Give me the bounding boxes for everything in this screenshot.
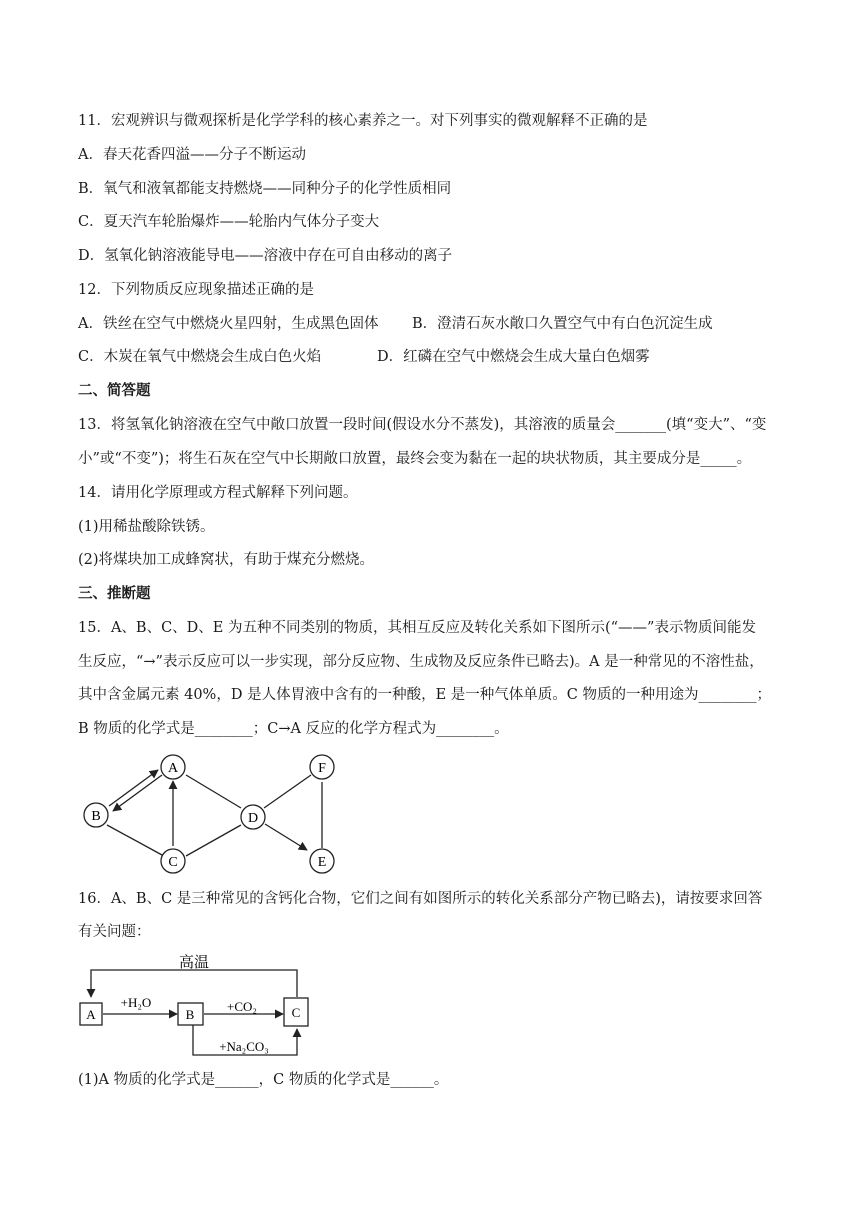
- edge-c-to-a-loop: [91, 970, 297, 997]
- q14-part2: (2)将煤块加工成蜂窝状，有助于煤充分燃烧。: [78, 552, 375, 568]
- q15-line2: 生反应，“→”表示反应可以一步实现，部分反应物、生成物及反应条件已略去)。A 是一种常见的不溶性盐，: [78, 654, 764, 670]
- edge-a-d: [186, 775, 241, 808]
- svg-text:B: B: [91, 809, 101, 824]
- svg-text:B: B: [185, 1007, 195, 1022]
- svg-text:A: A: [167, 761, 179, 776]
- node-e: [310, 849, 334, 873]
- edge-d-f: [264, 775, 311, 808]
- edge-b-to-a: [109, 770, 158, 806]
- q11-option-b: B．氧气和液氧都能支持燃烧——同种分子的化学性质相同: [78, 181, 452, 197]
- q11-option-a: A．春天花香四溢——分子不断运动: [78, 147, 306, 163]
- q12-option-a: A．铁丝在空气中燃烧火星四射，生成黑色固体: [78, 316, 379, 332]
- q12-option-d: D．红磷在空气中燃烧会生成大量白色烟雾: [377, 349, 650, 365]
- section-inference: 三、推断题: [78, 585, 151, 602]
- box-a: [80, 1003, 102, 1025]
- q14-stem: 14．请用化学原理或方程式解释下列问题。: [78, 485, 358, 501]
- svg-text:C: C: [291, 1005, 301, 1020]
- svg-text:F: F: [318, 761, 326, 776]
- label-na2co3: +Na₂CO₃: [219, 1039, 269, 1054]
- q12-option-c: C．木炭在氧气中燃烧会生成白色火焰: [78, 349, 322, 365]
- q16-part1: (1)A 物质的化学式是______，C 物质的化学式是______。: [78, 1072, 449, 1088]
- label-high-temp: 高温: [178, 955, 210, 971]
- q13-line2: 小”或“不变”)；将生石灰在空气中长期敞口放置，最终会变为黏在一起的块状物质，其主要成分是_____。: [78, 451, 752, 467]
- node-c: [161, 849, 185, 873]
- node-a: [161, 755, 185, 779]
- box-b: [178, 1003, 203, 1025]
- q12-stem: 12．下列物质反应现象描述正确的是: [78, 282, 314, 298]
- q11-option-d: D．氢氧化钠溶液能导电——溶液中存在可自由移动的离子: [78, 248, 453, 264]
- svg-text:E: E: [317, 855, 327, 870]
- node-b: [84, 803, 108, 827]
- node-d: [241, 805, 265, 829]
- q15-line3: 其中含金属元素 40%，D 是人体胃液中含有的一种酸，E 是一种气体单质。C 物质的一种用途为________；: [78, 687, 771, 703]
- svg-text:A: A: [86, 1007, 96, 1022]
- q11-option-c: C．夏天汽车轮胎爆炸——轮胎内气体分子变大: [78, 214, 380, 230]
- q15-line1: 15．A、B、C、D、E 为五种不同类别的物质，其相互反应及转化关系如下图所示(“——”表示物质间能发: [78, 620, 756, 636]
- q16-conversion-diagram: [72, 950, 322, 1062]
- box-c: [284, 998, 308, 1026]
- edge-d-to-e: [265, 824, 307, 850]
- q15-line4: B 物质的化学式是________；C→A 反应的化学方程式为________。: [78, 721, 509, 737]
- label-co2: +CO₂: [227, 999, 257, 1014]
- q13-line1: 13．将氢氧化钠溶液在空气中敞口放置一段时间(假设水分不蒸发)，其溶液的质量会_______(填“变大”、“变: [78, 417, 767, 433]
- edge-a-to-b: [113, 775, 162, 811]
- node-f: [310, 755, 334, 779]
- label-h2o: +H₂O: [120, 995, 152, 1010]
- edge-b-c: [107, 825, 162, 855]
- svg-text:D: D: [247, 811, 259, 826]
- q14-part1: (1)用稀盐酸除铁锈。: [78, 519, 215, 535]
- q16-line2: 有关问题：: [78, 924, 151, 940]
- svg-text:C: C: [168, 855, 178, 870]
- section-short-answer: 二、简答题: [78, 382, 151, 399]
- edge-c-d: [186, 825, 241, 856]
- q12-option-b: B．澄清石灰水敞口久置空气中有白色沉淀生成: [412, 316, 713, 332]
- q15-relation-diagram: [70, 748, 360, 880]
- q16-line1: 16．A、B、C 是三种常见的含钙化合物，它们之间有如图所示的转化关系部分产物已略去)，请按要求回答: [78, 891, 763, 907]
- q11-stem: 11．宏观辨识与微观探析是化学学科的核心素养之一。对下列事实的微观解释不正确的是: [78, 113, 648, 129]
